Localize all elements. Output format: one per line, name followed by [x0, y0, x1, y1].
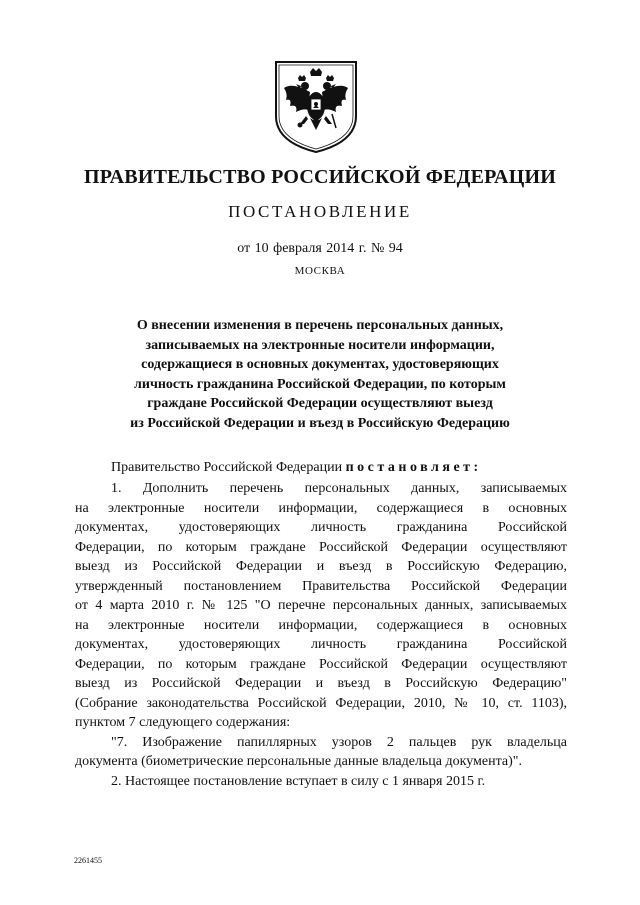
issue-city: МОСКВА	[294, 265, 346, 277]
heading-line: из Российской Федерации и въезд в Российскую Федерацию	[130, 415, 510, 431]
decree-body	[75, 458, 567, 791]
document-code: 2261455	[74, 856, 102, 865]
heading-line: граждане Российской Федерации осуществляют выезд	[147, 396, 493, 412]
coat-of-arms-emblem	[270, 58, 362, 154]
decree-heading	[80, 316, 560, 434]
heading-line: содержащиеся в основных документах, удостоверяющих	[141, 357, 499, 373]
government-title: ПРАВИТЕЛЬСТВО РОССИЙСКОЙ ФЕДЕРАЦИИ	[84, 166, 556, 188]
heading-line: личность гражданина Российской Федерации, по которым	[134, 376, 506, 392]
heading-line: О внесении изменения в перечень персональных данных,	[136, 318, 504, 333]
body-line: Федерации, по которым граждане Российской Федерации осуществляют	[75, 656, 567, 672]
document-date-number: от 10 февраля 2014 г. № 94	[237, 241, 403, 256]
body-line: документа (биометрические персональные данные владельца документа)".	[75, 754, 523, 769]
body-line: выезд из Российской Федерации и въезд в Российскую Федерацию"	[75, 676, 567, 691]
body-line: "7. Изображение папиллярных узоров 2 пальцев рук владельца	[111, 734, 567, 750]
body-line: 1. Дополнить перечень персональных данных, записываемых	[111, 481, 567, 496]
body-line: на электронные носители информации, содержащиеся в основных	[75, 617, 567, 633]
body-line: документах, удостоверяющих личность гражданина Российской	[75, 520, 567, 535]
body-line: утвержденный постановлением Правительства Российской Федерации	[75, 578, 567, 594]
body-line: (Собрание законодательства Российской Федерации, 2010, № 10, ст. 1103),	[75, 695, 567, 711]
body-line: документах, удостоверяющих личность гражданина Российской	[75, 637, 567, 652]
body-line: Федерации, по которым граждане Российской Федерации осуществляют	[75, 539, 567, 555]
body-intro-line	[75, 458, 567, 479]
body-line: от 4 марта 2010 г. № 125 "О перечне персональных данных, записываемых	[75, 598, 567, 613]
decree-word: постановляет:	[345, 460, 482, 475]
body-line: на электронные носители информации, содержащиеся в основных	[75, 500, 567, 516]
body-intro: Правительство Российской Федерации	[111, 460, 343, 475]
heading-line: записываемых на электронные носители информации,	[145, 337, 495, 353]
body-line: выезд из Российской Федерации и въезд в Российскую Федерацию,	[75, 559, 567, 574]
body-line: пунктом 7 следующего содержания:	[75, 715, 291, 730]
document-type: ПОСТАНОВЛЕНИЕ	[228, 202, 412, 221]
body-line: 2. Настоящее постановление вступает в силу с 1 января 2015 г.	[111, 773, 486, 789]
